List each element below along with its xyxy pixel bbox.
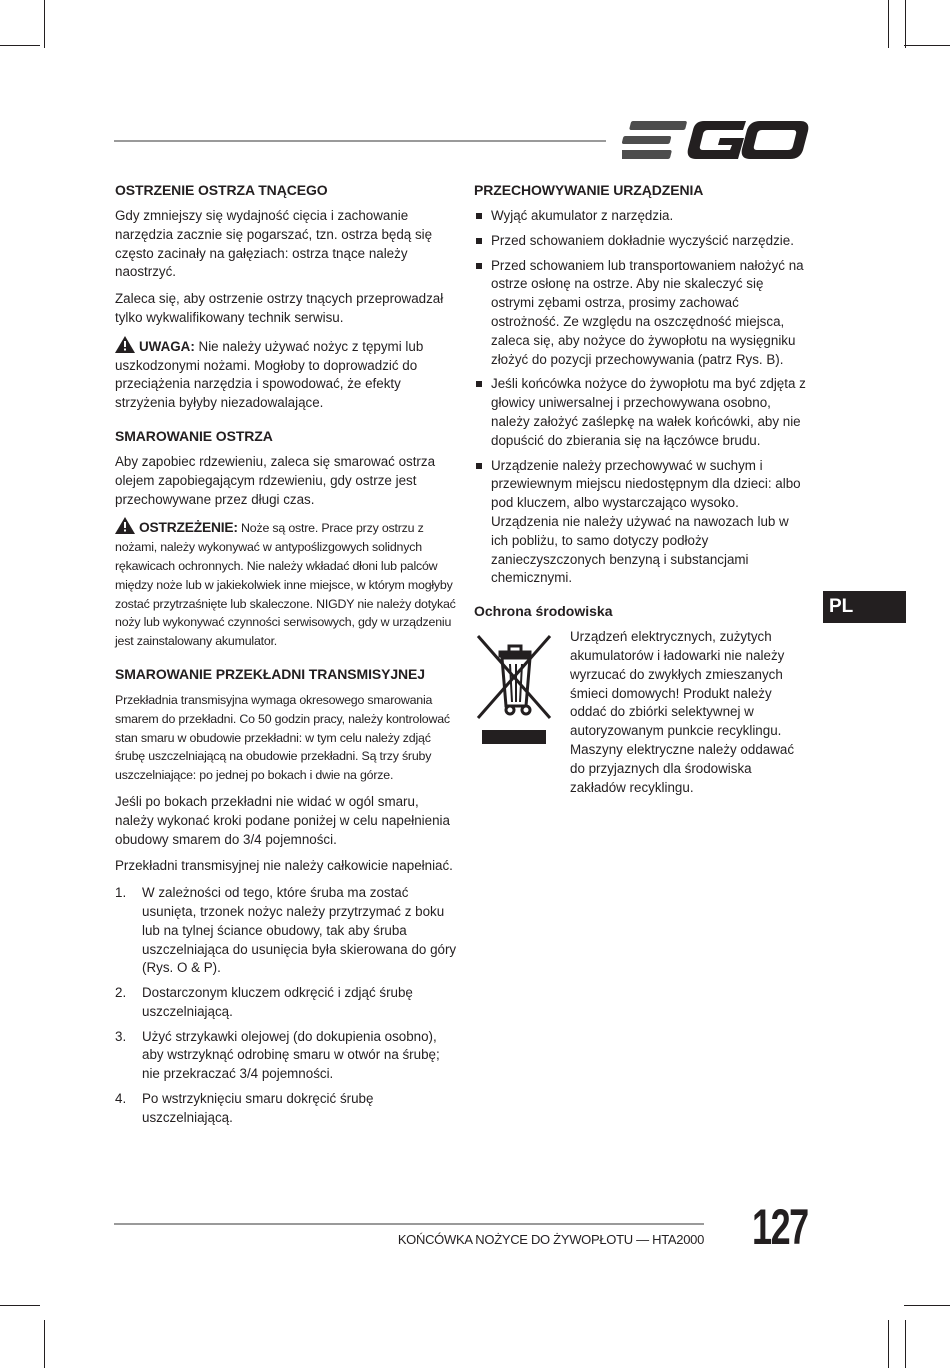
step-number: 2.	[115, 985, 127, 1001]
storage-heading: PRZECHOWYWANIE URZĄDZENIA	[474, 182, 704, 198]
warning-label: OSTRZEŻENIE:	[139, 520, 238, 536]
crop-mark	[44, 0, 45, 48]
crop-mark	[0, 45, 40, 46]
sharpening-heading: OSTRZENIE OSTRZA TNĄCEGO	[115, 182, 328, 198]
warning-text: Nie należy używać nożyc z tępymi lub uszkodzonymi nożami. Mogłoby to doprowadzić do przeciążenia narzędzia i spowodować, że efekty strzyżenia byłyby niezadowalające.	[115, 338, 424, 411]
list-item: Wyjąć akumulator z narzędzia.	[474, 207, 806, 226]
storage-list	[474, 207, 806, 588]
lubrication-paragraph: Aby zapobiec rdzewieniu, zaleca się smarować ostrza olejem zapobiegającym rdzewieniu, gdy ostrze jest przechowywane przez długi czas.	[115, 453, 436, 507]
gearbox-heading: SMAROWANIE PRZEKŁADNI TRANSMISYJNEJ	[115, 665, 425, 682]
crop-mark	[905, 1320, 906, 1368]
environment-section	[474, 628, 806, 797]
crop-mark	[904, 1305, 950, 1306]
sharpening-paragraph: Zaleca się, aby ostrzenie ostrzy tnących przeprowadzał tylko wykwalifikowany technik serwisu.	[115, 291, 444, 325]
warning-label: UWAGA:	[139, 338, 195, 354]
list-item: Urządzenie należy przechowywać w suchym i przewiewnym miejscu niedostępnym dla dzieci: albo pod kluczem, albo wystarczająco wysoko. Urządzenia nie należy używać na nawozach lub w ich pobliżu, to samo dotyczy podłoży zanieczyszczonych benzyną i substancjami chemicznymi.	[474, 457, 806, 589]
environment-text: Urządzeń elektrycznych, zużytych akumulatorów i ładowarki nie należy wyrzucać do zwykłych zmieszanych śmieci domowych! Produkt należy oddać do zbiórki selektywnej w autoryzowanym punkcie recyklingu. Maszyny elektryczne należy oddawać do przyjaznych dla środowiska zakładów recyklingu.	[570, 629, 795, 795]
list-item	[115, 984, 457, 1022]
lubrication-heading: SMAROWANIE OSTRZA	[115, 427, 273, 444]
footer-title: KOŃCÓWKA NOŻYCE DO ŻYWOPŁOTU — HTA2000	[397, 1232, 704, 1247]
crop-mark	[0, 1305, 40, 1306]
page-number: 127	[752, 1199, 808, 1255]
list-item: Przed schowaniem dokładnie wyczyścić narzędzie.	[474, 232, 806, 251]
warning-icon	[115, 517, 135, 534]
step-number: 3.	[115, 1028, 127, 1044]
step-text: Po wstrzyknięciu smaru dokręcić śrubę uszczelniającą.	[142, 1091, 374, 1125]
step-text: W zależności od tego, które śruba ma zostać usunięta, trzonek nożyc należy przytrzymać z boku lub na tylnej ściance obudowy, tak aby śruba uszczelniająca do usunięcia była skierowana do góry (Rys. O & P).	[142, 885, 457, 976]
crossed-bin-icon	[474, 632, 554, 744]
header-rule	[114, 140, 606, 142]
ego-logo	[622, 118, 810, 162]
crop-mark	[905, 0, 906, 48]
warning-icon	[115, 336, 135, 353]
step-text: Użyć strzykawki olejowej (do dokupienia osobno), aby wstrzyknąć odrobinę smaru w otwór na śrubę; nie przekraczać 3/4 pojemności.	[142, 1028, 440, 1082]
crop-mark	[904, 45, 950, 46]
list-item: Przed schowaniem lub transportowaniem nałożyć na ostrze osłonę na ostrze. Aby nie skaleczyć się ostrymi zębami ostrza, prosimy zachować ostrożność. Ze względu na oszczędność miejsca, zaleca się, aby nożyce do żywopłotu na wysięgniku złożyć do pozycji przechowywania (patrz Rys. B).	[474, 257, 806, 370]
crop-mark	[888, 0, 889, 48]
footer-rule	[114, 1223, 704, 1225]
left-column	[115, 181, 457, 1134]
language-tab: PL	[823, 591, 906, 623]
gearbox-paragraph: Jeśli po bokach przekładni nie widać w ogól smaru, należy wykonać kroki podane poniżej w celu napełnienia obudowy smarem do 3/4 pojemności.	[115, 793, 450, 847]
lubrication-warning	[115, 517, 457, 651]
right-column	[474, 181, 806, 797]
sharpening-paragraph: Gdy zmniejszy się wydajność cięcia i zachowanie narzędzia zacznie się pogarszać, tzn. ostrza będą się często zacinały na gałęziach: ostrza tnące należy naostrzyć.	[115, 208, 433, 280]
warning-text: Noże są ostre. Prace przy ostrzu z nożami, należy wykonywać w antypoślizgowych solidnych rękawicach ochronnych. Nie należy wkładać dłoni lub palców między noże lub w jakiekolwiek inne miejsce, w którym mogłyby zostać przytrzaśnięte lub skaleczone. NIGDY nie należy dotykać noży lub wykonywać czynności serwisowych, gdy w urządzeniu jest zainstalowany akumulator.	[115, 521, 456, 649]
crop-mark	[44, 1320, 45, 1368]
list-item	[115, 1028, 457, 1084]
step-text: Dostarczonym kluczem odkręcić i zdjąć śrubę uszczelniającą.	[142, 985, 413, 1019]
list-item	[115, 884, 457, 978]
list-item	[115, 1090, 457, 1128]
gearbox-paragraph: Przekładnia transmisyjna wymaga okresowego smarowania smarem do przekładni. Co 50 godzin pracy, należy kontrolować stan smaru w obudowie przekładni: w tym celu należy zdjąć śrubę uszczelniającą na obudowie przekładni. Są trzy śruby uszczelniające: po jednej po bokach i dwie na górze.	[115, 692, 450, 783]
gearbox-steps	[115, 884, 457, 1128]
list-item: Jeśli końcówka nożyce do żywopłotu ma być zdjęta z głowicy uniwersalnej i przechowywana osobno, należy założyć zaślepkę na wałek końcówki, aby nie dopuścić do zbierania się na łączówce brudu.	[474, 375, 806, 450]
crop-mark	[888, 1320, 889, 1368]
sharpening-warning	[115, 336, 457, 413]
gearbox-paragraph: Przekładni transmisyjnej nie należy całkowicie napełniać.	[115, 858, 453, 874]
step-number: 1.	[115, 885, 127, 901]
environment-heading: Ochrona środowiska	[474, 603, 613, 620]
step-number: 4.	[115, 1091, 127, 1107]
